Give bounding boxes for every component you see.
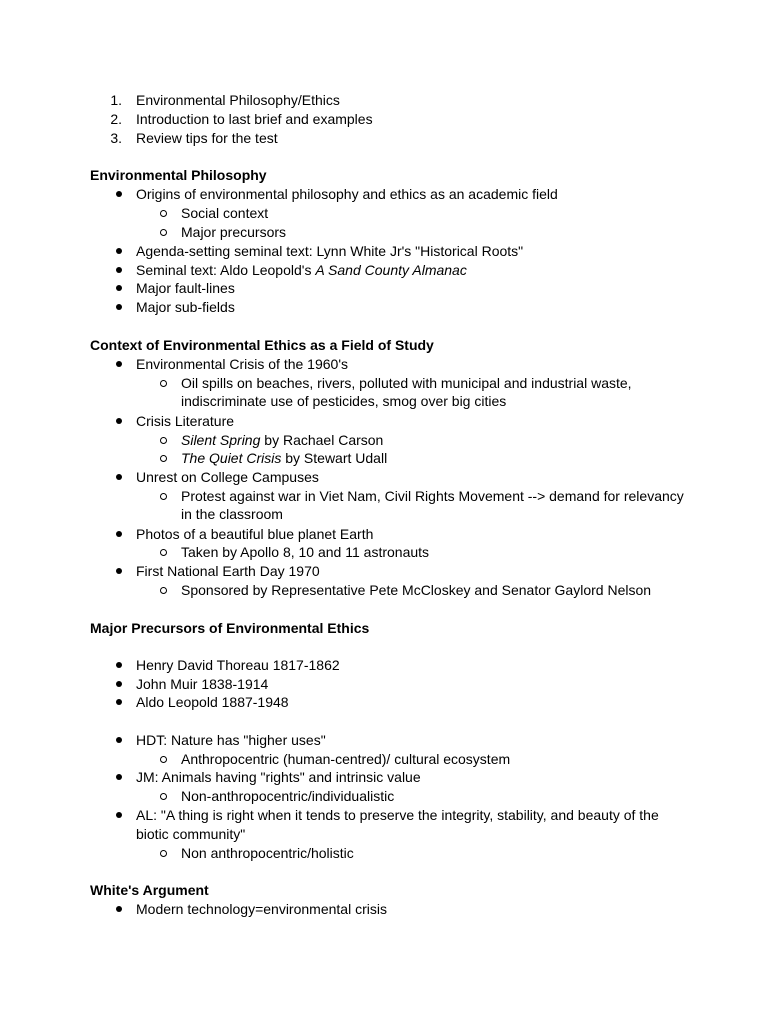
list-item: Origins of environmental philosophy and ethics as an academic field xyxy=(136,186,558,202)
sub-list-item-continuation: in the classroom xyxy=(181,506,283,522)
list-item: Environmental Crisis of the 1960's xyxy=(136,356,348,372)
list-item: AL: "A thing is right when it tends to preserve the integrity, stability, and beauty of the xyxy=(136,807,659,823)
list-item: Agenda-setting seminal text: Lynn White Jr's "Historical Roots" xyxy=(136,243,524,259)
list-item: Henry David Thoreau 1817-1862 xyxy=(136,657,340,673)
agenda-item: Review tips for the test xyxy=(136,130,278,146)
bullet-disc xyxy=(116,267,122,273)
sub-list-item: Oil spills on beaches, rivers, polluted with municipal and industrial waste, xyxy=(181,375,632,391)
list-number: 1. xyxy=(110,92,122,108)
list-item: Modern technology=environmental crisis xyxy=(136,901,387,917)
text-run: by Stewart Udall xyxy=(281,450,388,466)
bullet-disc xyxy=(116,361,122,367)
book-title: A Sand County Almanac xyxy=(315,262,467,278)
bullet-circle xyxy=(160,549,167,556)
sub-list-item: Sponsored by Representative Pete McCloskey and Senator Gaylord Nelson xyxy=(181,582,652,598)
list-number: 3. xyxy=(110,130,122,146)
list-item: First National Earth Day 1970 xyxy=(136,563,320,579)
bullet-disc xyxy=(116,568,122,574)
bullet-circle xyxy=(160,455,167,462)
list-item: Major fault-lines xyxy=(136,280,235,296)
book-title: Silent Spring xyxy=(181,432,261,448)
bullet-circle xyxy=(160,587,167,594)
bullet-disc xyxy=(116,812,122,818)
list-item: JM: Animals having "rights" and intrinsic value xyxy=(136,769,421,785)
bullet-circle xyxy=(160,210,167,217)
bullet-disc xyxy=(116,662,122,668)
agenda-item: Environmental Philosophy/Ethics xyxy=(136,92,340,108)
bullet-disc xyxy=(116,248,122,254)
bullet-disc xyxy=(116,304,122,310)
text-run: by Rachael Carson xyxy=(260,432,384,448)
bullet-circle xyxy=(160,793,167,800)
bullet-disc xyxy=(116,191,122,197)
list-item: Unrest on College Campuses xyxy=(136,469,319,485)
section-heading: Environmental Philosophy xyxy=(90,167,267,183)
list-item: Aldo Leopold 1887-1948 xyxy=(136,694,289,710)
list-item: HDT: Nature has "higher uses" xyxy=(136,732,326,748)
bullet-disc xyxy=(116,906,122,912)
bullet-disc xyxy=(116,681,122,687)
list-item: Crisis Literature xyxy=(136,413,235,429)
list-item xyxy=(136,261,467,280)
sub-list-item: Taken by Apollo 8, 10 and 11 astronauts xyxy=(181,544,430,560)
list-item: John Muir 1838-1914 xyxy=(136,676,269,692)
sub-list-item: Non anthropocentric/holistic xyxy=(181,845,354,861)
agenda-item: Introduction to last brief and examples xyxy=(136,111,373,127)
section-heading: Major Precursors of Environmental Ethics xyxy=(90,620,370,636)
book-title: The Quiet Crisis xyxy=(181,450,282,466)
sub-list-item: Social context xyxy=(181,205,269,221)
list-number: 2. xyxy=(110,111,122,127)
text-run: Seminal text: Aldo Leopold's xyxy=(136,262,316,278)
bullet-circle xyxy=(160,380,167,387)
bullet-circle xyxy=(160,493,167,500)
sub-list-item: Protest against war in Viet Nam, Civil Rights Movement --> demand for relevancy xyxy=(181,488,684,504)
section-heading: Context of Environmental Ethics as a Field of Study xyxy=(90,337,434,353)
list-item: Photos of a beautiful blue planet Earth xyxy=(136,526,374,542)
bullet-circle xyxy=(160,756,167,763)
sub-list-item: Major precursors xyxy=(181,224,287,240)
bullet-circle xyxy=(160,229,167,236)
list-item: Major sub-fields xyxy=(136,299,235,315)
list-item-continuation: biotic community" xyxy=(136,826,246,842)
bullet-disc xyxy=(116,737,122,743)
sub-list-item: Anthropocentric (human-centred)/ cultural ecosystem xyxy=(181,751,511,767)
sub-list-item-continuation: indiscriminate use of pesticides, smog over big cities xyxy=(181,393,507,409)
bullet-disc xyxy=(116,531,122,537)
bullet-disc xyxy=(116,774,122,780)
sub-list-item xyxy=(181,431,383,450)
bullet-circle xyxy=(160,850,167,857)
bullet-disc xyxy=(116,285,122,291)
bullet-disc xyxy=(116,474,122,480)
bullet-disc xyxy=(116,418,122,424)
sub-list-item xyxy=(181,449,387,468)
bullet-circle xyxy=(160,437,167,444)
section-heading: White's Argument xyxy=(90,882,209,898)
sub-list-item: Non-anthropocentric/individualistic xyxy=(181,788,395,804)
bullet-disc xyxy=(116,699,122,705)
